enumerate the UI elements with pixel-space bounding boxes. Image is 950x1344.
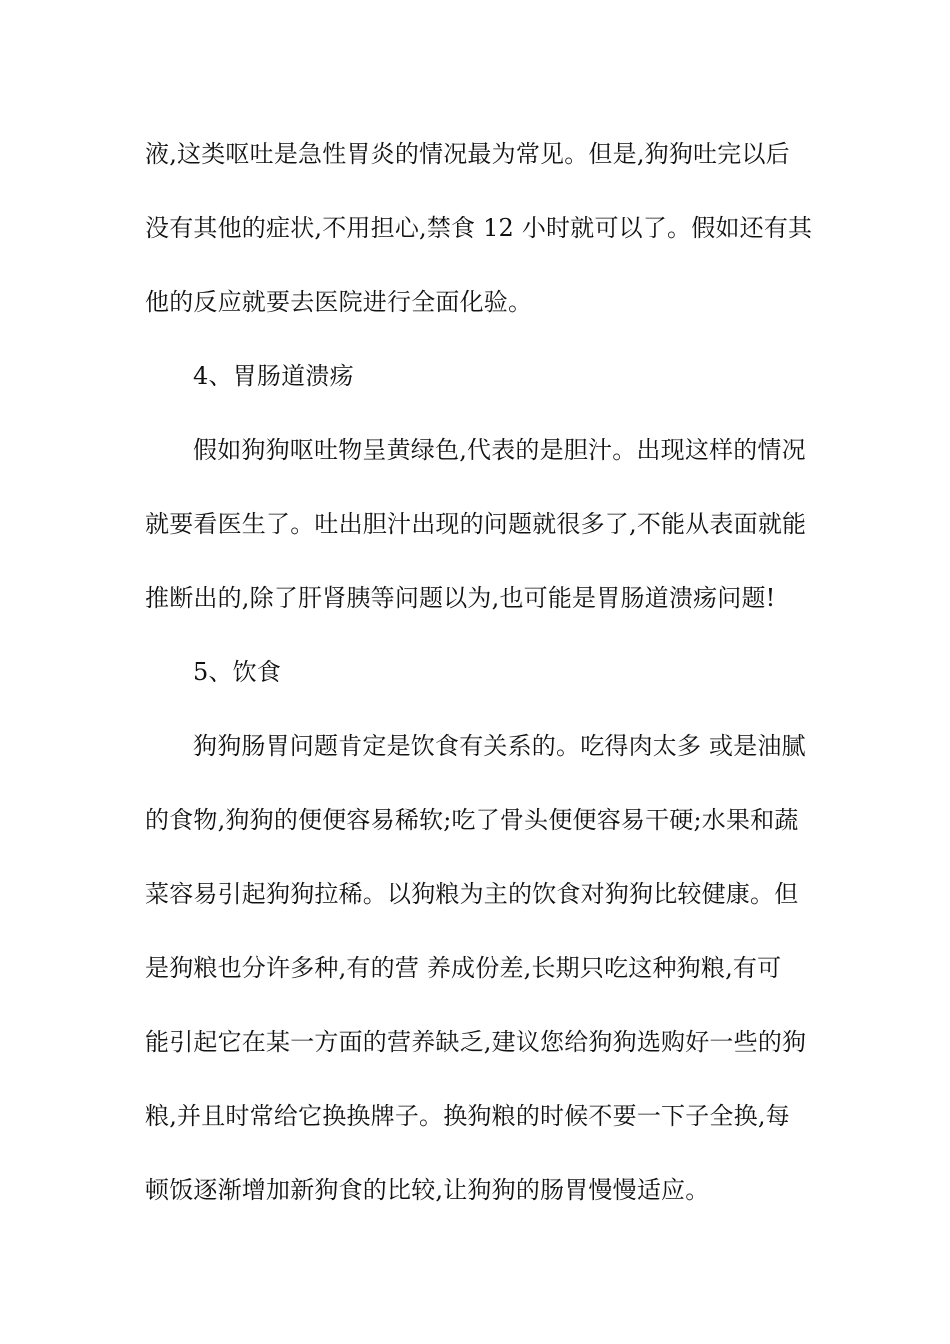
text-line: 粮,并且时常给它换换牌子。换狗粮的时候不要一下子全换,每 [145,1102,790,1130]
text-line: 没有其他的症状,不用担心,禁食 12 小时就可以了。假如还有其 [145,214,813,242]
text-line: 是狗粮也分许多种,有的营 养成份差,长期只吃这种狗粮,有可 [145,954,782,982]
text-line: 的食物,狗狗的便便容易稀软;吃了骨头便便容易干硬;水果和蔬 [145,806,799,834]
text-line: 推断出的,除了肝肾胰等问题以为,也可能是胃肠道溃疡问题! [145,584,776,612]
text-line: 假如狗狗呕吐物呈黄绿色,代表的是胆汁。出现这样的情况 [193,436,806,464]
text-line: 能引起它在某一方面的营养缺乏,建议您给狗狗选购好一些的狗 [145,1028,807,1056]
text-line: 就要看医生了。吐出胆汁出现的问题就很多了,不能从表面就能 [145,510,807,538]
text-line: 液,这类呕吐是急性胃炎的情况最为常见。但是,狗狗吐完以后 [145,140,790,168]
text-line: 菜容易引起狗狗拉稀。以狗粮为主的饮食对狗狗比较健康。但 [145,880,799,908]
section-heading: 4、胃肠道溃疡 [193,362,354,390]
text-line: 他的反应就要去医院进行全面化验。 [145,288,533,316]
section-heading: 5、饮食 [193,658,282,686]
text-line: 顿饭逐渐增加新狗食的比较,让狗狗的肠胃慢慢适应。 [145,1176,710,1204]
text-line: 狗狗肠胃问题肯定是饮食有关系的。吃得肉太多 或是油腻 [193,732,806,760]
